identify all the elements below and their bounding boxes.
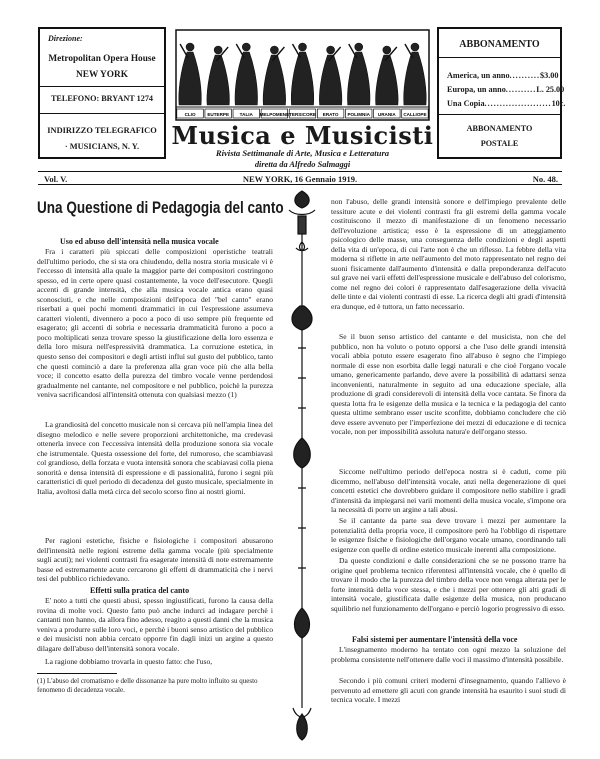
muse-name: EUTERPE — [207, 112, 230, 117]
price-label: America, un anno — [447, 71, 510, 80]
paragraph: Secondo i più comuni criteri moderni d'insegnamento, quando l'allievo è pervenuto ad emettere gli acuti con grande intensità ha esaurito i suoi studi di tecnica vocale. I mezzi — [331, 676, 566, 705]
left-box-divider-1 — [40, 86, 164, 87]
paragraph: Siccome nell'ultimo periodo dell'epoca nostra si è caduti, come più dicemmo, nell'abuso dell'intensità vocale, anzi nella degenerazione di quei concetti estetici che dovrebbero guidare il compositore nello stabilire i gradi d'intensità da impiegarsi nei varii momenti della musica vocale, s'impone ora la necessità di porre un argine a tali abusi. — [331, 467, 566, 515]
muse-label — [374, 109, 401, 118]
masthead-title: Musica e Musicisti — [171, 121, 434, 150]
muse-figure — [179, 43, 201, 105]
article-title: Una Questione di Pedagogia del canto — [37, 199, 284, 217]
price-dots: ...................... — [484, 99, 552, 108]
paragraph: L'insegnamento moderno ha tentato con ogni mezzo la soluzione del problema consistente nell'ottenere dalle voci il massimo d'intensità possibile. — [331, 645, 566, 664]
section-heading-practice: Effetti sulla pratica del canto — [90, 586, 190, 595]
issue-rule-bottom — [38, 184, 562, 185]
muse-name: TALIA — [239, 112, 253, 117]
direzione-label: Direzione: — [48, 34, 83, 43]
ornamental-column-divider — [279, 188, 325, 743]
paragraph: La ragione dobbiamo trovarla in questo fatto: che l'uso, — [45, 657, 213, 666]
paragraph: non l'abuso, delle grandi intensità sonore e dell'impiego prevalente delle tessiture acute e dei violenti contrasti fra gli estremi della gamma vocale costituiscono il mezzo di manifestazione di un fenomeno necessario dell'evoluzione artistica; esso è la espressione di un atteggiamento psicologico delle masse, una conseguenza delle condizioni e degli aspetti della vita di un'epoca, di cui l'arte non è che un riflesso. La febbre della vita moderna si riflette in arte nell'aumento del moto rappresentato nel regno dei suoni fisicamente dall'aumento d'intensità e dalla preponderanza dell'acuto sul grave nei varii effetti dell'espressione musicale e dell'abuso del colorismo, come nel regno dei colori è rappresentato dall'esagerazione della vivacità delle tinte e dai violenti contrasti di esse. La ricerca degli alti gradi d'intensità era dunque, ed è tuttora, un fatto necessario. — [331, 197, 566, 312]
paragraph: Fra i caratteri più spiccati delle composizioni operistiche teatrali dell'ultimo periodo, che si sta ora chiudendo, della nostra storia musicale vi è l'eccesso di intensità alla quale la maggior parte dei compositori costringono spesso, ed in certe opere quasi costantemente, la voce dell'esecutore. Quegli accenti di grande intensità, che alla musica vocale antica erano quasi sconosciuti, e che nelle composizioni dell'epoca del "bel canto" erano riserbati a quei pochi momenti drammatici in cui l'espressione assumeva caratteri violenti, divennero a poco a poco di uso sempre più frequente ed esagerato; gli accenti di sobria e necessaria drammaticità furono a poco a poco moltiplicati senza trovare spesso la giustificazione della loro essenza e della loro misura nell'espressività drammatica. La corruzione estetica, in questo senso dei compositori e degli artisti influì sul gusto del pubblico, tanto che questi cominciò a dare la preferenza alla gran voce più che alla bella voce; il concetto esatto della purezza del timbro vocale venne perdendosi gradualmente nel cantante, nel compositore e nel pubblico, poichè la purezza veniva sacrificandosi all'intensità ottenuta con qualsiasi mezzo (1) — [37, 247, 273, 400]
muse-figure — [291, 43, 313, 105]
muse-label — [205, 109, 232, 118]
muse-label — [402, 109, 429, 118]
telefono: TELEFONO: BRYANT 1274 — [50, 94, 154, 103]
direzione-line2: NEW YORK — [76, 70, 128, 80]
section-heading-intensity: Uso ed abuso dell'intensità nella musica vocale — [60, 237, 219, 246]
muse-label — [317, 109, 344, 118]
price-row-america — [447, 71, 559, 80]
issue-date: NEW YORK, 16 Gennaio 1919. — [242, 174, 358, 184]
postal-line1: ABBONAMENTO — [466, 124, 533, 133]
abbonamento-title: ABBONAMENTO — [459, 39, 540, 50]
muse-label — [345, 109, 372, 118]
masthead-right-box — [437, 27, 566, 159]
right-box-divider-1 — [439, 57, 560, 58]
footnote: (1) L'abuso del cromatismo e delle dissonanze ha pure molto influito su questo fenomeno di decadenza vocale. — [37, 677, 258, 694]
issue-number: No. 48. — [532, 174, 558, 184]
price-dots: .......... — [505, 85, 537, 94]
left-box-divider-2 — [40, 113, 164, 114]
price-value: L. 25.00 — [536, 85, 565, 94]
postal-line2: POSTALE — [480, 139, 519, 148]
paragraph: Per ragioni estetiche, fisiche e fisiologiche i compositori abusarono dell'intensità nelle regioni estreme della gamma vocale (più specialmente sugli acuti); nei violenti contrasti fra esagerate intensità di note estremamente basse ed estremamente acute cercarono gli effetti di drammaticità che i nervi tesi del pubblico richiedevano. — [37, 536, 273, 584]
muse-label — [289, 109, 316, 118]
price-row-europa — [447, 85, 565, 94]
direzione-line1: Metropolitan Opera House — [48, 54, 156, 64]
paragraph: La grandiosità del concetto musicale non si cercava più nell'ampia linea del disegno melodico e nelle severe proporzioni architettoniche, ma credevasi ottenerla invece con l'eccessiva intensità della produzione sonora sia vocale che istrumentale. Questa ossessione del forte, del rumoroso, che scambiavasi col grandioso, della forzata e vuota intensità sonora che scabiavasi colla piena sonorità e densa intensità di espressione e di passionalità, furono i segni più caratteristici di quel periodo di decadenza del gusto musicale, specialmente in Italia, avoltosi dalla metà circa del secolo scorso fino ai nostri giorni. — [37, 420, 273, 496]
muse-name: CLIO — [184, 112, 196, 117]
muse-figure — [319, 46, 341, 105]
masthead-left-box — [38, 27, 166, 159]
muse-figure — [263, 46, 285, 105]
paragraph: Se il cantante da parte sua deve trovare i mezzi per aumentare la potenzialità della propria voce, il compositore però ha l'obbligo di rispettare le esigenze fisiche e fisiologiche dell'organo vocale umano, coordinando tali esigenze con quelle di ordine estetico musicale inerenti alla composizione. — [331, 516, 566, 554]
muse-name: MELPOMENE — [259, 112, 290, 117]
right-box-divider-2 — [439, 114, 560, 115]
price-dots: .......... — [509, 71, 541, 80]
paragraph: E' noto a tutti che questi abusi, spesso ingiustificati, furono la causa della rovina di molte voci. Questo fatto può anche indurci ad indagare perchè i cantanti non hanno, da allora fino adesso, reagito a questi danni che la musica veniva a produrre sulle loro voci, e perchè i buoni senso artistico del pubblico e dei musicisti non abbia cercato opporre fin dagli inizi un argine a questo dilagare dell'abuso dell'intensità sonora vocale. — [37, 596, 273, 653]
section-heading-false-systems: Falsi sistemi per aumentare l'intensità della voce — [352, 635, 518, 644]
muse-name: POLIMNIA — [347, 112, 370, 117]
muse-figure — [404, 43, 426, 105]
muse-figure — [207, 46, 229, 105]
indirizzo: INDIRIZZO TELEGRAFICO — [47, 126, 157, 135]
muse-name: CALLIOPE — [403, 112, 427, 117]
muse-labels-group — [177, 109, 428, 118]
price-value: $3.00 — [540, 71, 559, 80]
muse-name: URANIA — [377, 112, 396, 117]
price-label: Una Copia — [447, 99, 485, 108]
issue-rule-top — [38, 171, 562, 172]
muses-banner-illustration — [175, 29, 430, 121]
paragraph: Da queste condizioni e dalle considerazioni che se ne possono trarre ha origine quel problema tecnico riferentesi all'intensità vocale, che è quello di trovare il modo che la purezza del timbro della voce non venga alterata per le forte intensità della voce stessa, e che i mezzi per ottenere gli alti gradi di intensità vocale, giustificata dalle esigenze della musica, non producano squilibrio nel funzionamento dell'organo e perciò logorio progressivo di esso. — [331, 556, 566, 613]
price-value: 10c. — [551, 99, 566, 108]
muse-name: ERATO — [322, 112, 339, 117]
muse-name: TERSICORE — [289, 112, 316, 117]
paragraph: Se il buon senso artistico del cantante e del musicista, non che del pubblico, non ha voluto o potuto opporsi a che l'uso delle grandi intensità vocali abbia potuto essere esagerato fino all'abuso è segno che l'impiego normale di esse non esorbita dalle leggi naturali e che cioè l'organo vocale umano, genericamente parlando, deve avere la possibilità di adattarsi senza inconvenienti, naturalmente in seguito ad una educazione speciale, alla produzione di gradi considerevoli di intensità della voce cantata. Se finora da questa lotta fra le esigenze della musica e la tecnica e la pedagogia del canto questa ultime sembrano esser uscite sconfitte, dobbiamo concludere che ciò deve essere avvenuto per l'imperfezione dei mezzi di educazione e di tecnica vocale, non per impossibilità assoluta natura'e dell'organo stesso. — [331, 332, 566, 437]
price-row-copia — [447, 99, 566, 108]
muse-figure — [376, 46, 398, 105]
price-label: Europa, un anno — [447, 85, 506, 94]
issue-volume: Vol. V. — [44, 174, 68, 184]
masthead-director: diretta da Alfredo Salmaggi — [254, 160, 351, 169]
muse-label — [260, 109, 290, 118]
muse-figure — [235, 43, 257, 105]
muse-figure — [347, 43, 369, 105]
muse-label — [233, 109, 260, 118]
muse-figures-group — [179, 43, 426, 105]
telegraph-address: · MUSICIANS, N. Y. — [64, 142, 140, 151]
masthead-subtitle: Rivista Settimanale di Arte, Musica e Letteratura — [215, 148, 390, 158]
muse-label — [177, 109, 204, 118]
footnote-rule — [37, 673, 117, 674]
